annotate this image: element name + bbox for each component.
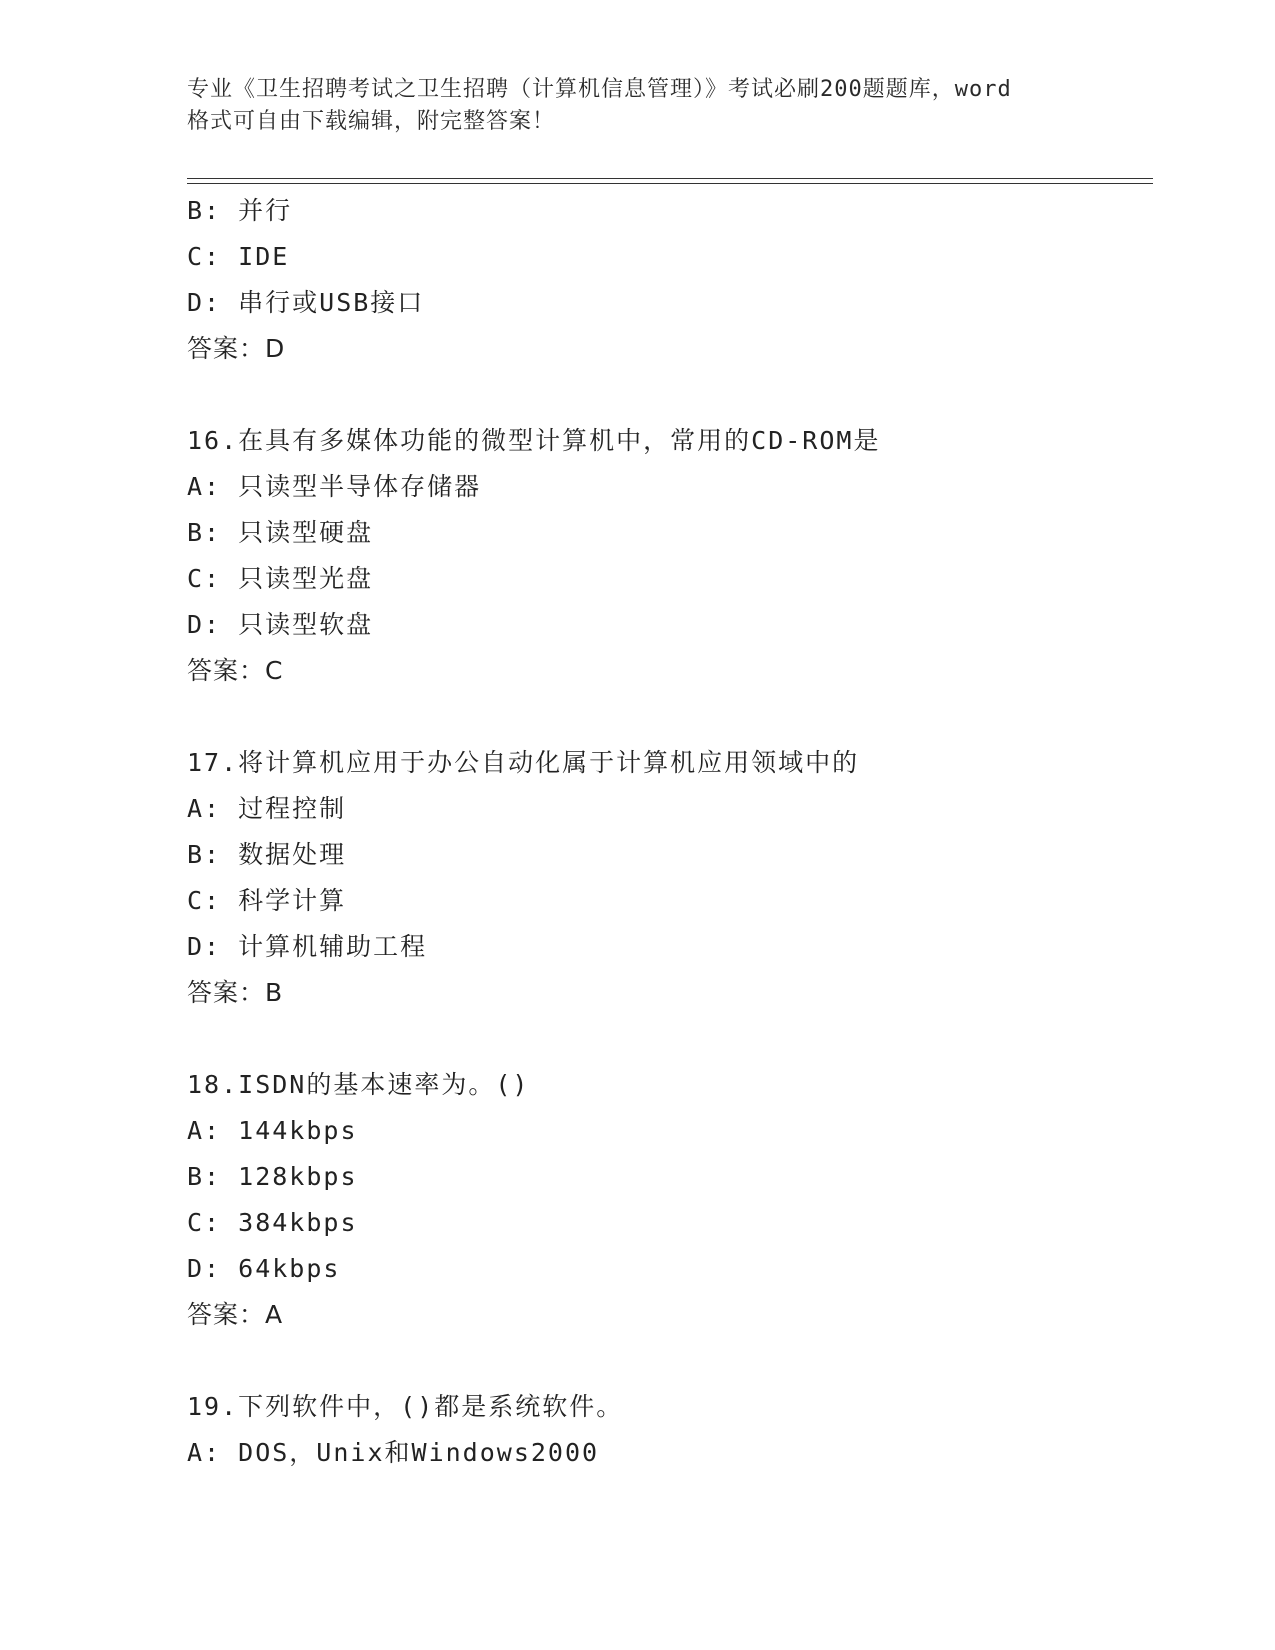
option-c: C: 科学计算 bbox=[187, 886, 347, 915]
question-gap bbox=[187, 1338, 1153, 1384]
question-gap bbox=[187, 372, 1153, 418]
option-a: A: 只读型半导体存储器 bbox=[187, 472, 482, 501]
question-stem: 17.将计算机应用于办公自动化属于计算机应用领域中的 bbox=[187, 748, 860, 777]
answer-line: 答案：C bbox=[187, 656, 284, 685]
document-header bbox=[187, 74, 1087, 138]
question-16 bbox=[187, 418, 1153, 694]
option-d: D: 只读型软盘 bbox=[187, 610, 374, 639]
question-17 bbox=[187, 740, 1153, 1016]
header-title-line-1: 专业《卫生招聘考试之卫生招聘（计算机信息管理）》考试必刷200题题库，word bbox=[187, 77, 1012, 102]
question-18 bbox=[187, 1062, 1153, 1338]
option-a: A: DOS，Unix和Windows2000 bbox=[187, 1438, 600, 1467]
question-stem: 19.下列软件中，()都是系统软件。 bbox=[187, 1392, 624, 1421]
question-stem: 16.在具有多媒体功能的微型计算机中，常用的CD-ROM是 bbox=[187, 426, 881, 455]
option-b: B: 并行 bbox=[187, 196, 293, 225]
option-d: D: 串行或USB接口 bbox=[187, 288, 425, 317]
option-b: B: 数据处理 bbox=[187, 840, 347, 869]
question-gap bbox=[187, 1016, 1153, 1062]
question-list bbox=[187, 188, 1153, 1476]
option-c: C: 只读型光盘 bbox=[187, 564, 374, 593]
option-c: C: 384kbps bbox=[187, 1208, 358, 1237]
option-a: A: 144kbps bbox=[187, 1116, 358, 1145]
option-b: B: 只读型硬盘 bbox=[187, 518, 374, 547]
answer-line: 答案：B bbox=[187, 978, 284, 1007]
question-15-continued bbox=[187, 188, 1153, 372]
question-stem: 18.ISDN的基本速率为。() bbox=[187, 1070, 530, 1099]
option-d: D: 64kbps bbox=[187, 1254, 341, 1283]
header-divider-bottom bbox=[187, 183, 1153, 184]
question-19 bbox=[187, 1384, 1153, 1476]
answer-line: 答案：D bbox=[187, 334, 286, 363]
header-divider-top bbox=[187, 178, 1153, 179]
answer-line: 答案：A bbox=[187, 1300, 284, 1329]
option-b: B: 128kbps bbox=[187, 1162, 358, 1191]
option-d: D: 计算机辅助工程 bbox=[187, 932, 428, 961]
header-title-line-2: 格式可自由下载编辑，附完整答案！ bbox=[187, 109, 556, 134]
question-gap bbox=[187, 694, 1153, 740]
option-a: A: 过程控制 bbox=[187, 794, 347, 823]
option-c: C: IDE bbox=[187, 242, 290, 271]
